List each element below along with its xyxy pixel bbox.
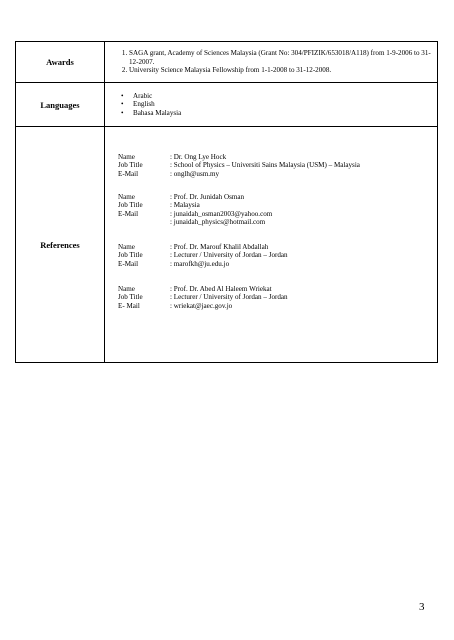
language-item: • Arabic	[121, 92, 437, 100]
ref-email-key: E-Mail	[118, 169, 139, 178]
ref-email-key: E-Mail	[118, 209, 139, 218]
ref-name-key: Name	[118, 152, 135, 161]
language-item: • Bahasa Malaysia	[121, 109, 437, 117]
ref-email-secondary: : junaidah_physics@hotmail.com	[170, 218, 266, 227]
languages-label: Languages	[16, 83, 105, 127]
language-item: • English	[121, 100, 437, 108]
ref-email-key: E- Mail	[118, 301, 140, 310]
reference-entry	[118, 285, 437, 310]
ref-job-key: Job Title	[118, 201, 143, 210]
reference-entry	[118, 153, 437, 178]
languages-content	[105, 83, 438, 127]
ref-name: : Dr. Ong Lye Hock	[170, 152, 227, 161]
award-item: 2. University Science Malaysia Fellowship from 1-1-2008 to 31-12-2008.	[129, 66, 433, 74]
ref-job: : Lecturer / University of Jordan – Jordan	[170, 293, 288, 302]
ref-job-key: Job Title	[118, 251, 143, 260]
ref-name-key: Name	[118, 242, 135, 251]
references-label: References	[16, 127, 105, 363]
ref-job: : Malaysia	[170, 201, 200, 210]
ref-job: : School of Physics – Universiti Sains Malaysia (USM) – Malaysia	[170, 161, 360, 170]
reference-entry	[118, 243, 437, 268]
ref-email: : marofkh@ju.edu.jo	[170, 259, 230, 268]
ref-job: : Lecturer / University of Jordan – Jordan	[170, 251, 288, 260]
ref-name-key: Name	[118, 193, 135, 202]
ref-email: : onglh@usm.my	[170, 169, 220, 178]
ref-name: : Prof. Dr. Junidah Osman	[170, 193, 245, 202]
reference-entry	[118, 193, 437, 227]
awards-content	[105, 42, 438, 83]
cv-table	[15, 41, 438, 363]
ref-email-key: E-Mail	[118, 259, 139, 268]
ref-name: : Prof. Dr. Abed Al Haleem Wriekat	[170, 284, 272, 293]
languages-list	[105, 92, 437, 117]
ref-name: : Prof. Dr. Marouf Khalil Abdallah	[170, 242, 269, 251]
ref-email: : junaidah_osman2003@yahoo.com	[170, 209, 273, 218]
references-row	[16, 127, 438, 363]
award-item: 1. SAGA grant, Academy of Sciences Malaysia (Grant No: 304/PFIZIK/653018/A118) from 1-9-2006 to 31-12-2007.	[129, 49, 433, 66]
references-content	[105, 127, 438, 363]
ref-job-key: Job Title	[118, 161, 143, 170]
ref-email: : wriekat@jaec.gov.jo	[170, 301, 233, 310]
ref-name-key: Name	[118, 284, 135, 293]
awards-row	[16, 42, 438, 83]
awards-label: Awards	[16, 42, 105, 83]
awards-list	[105, 49, 437, 74]
page-number: 3	[419, 601, 425, 613]
languages-row	[16, 83, 438, 127]
ref-job-key: Job Title	[118, 293, 143, 302]
